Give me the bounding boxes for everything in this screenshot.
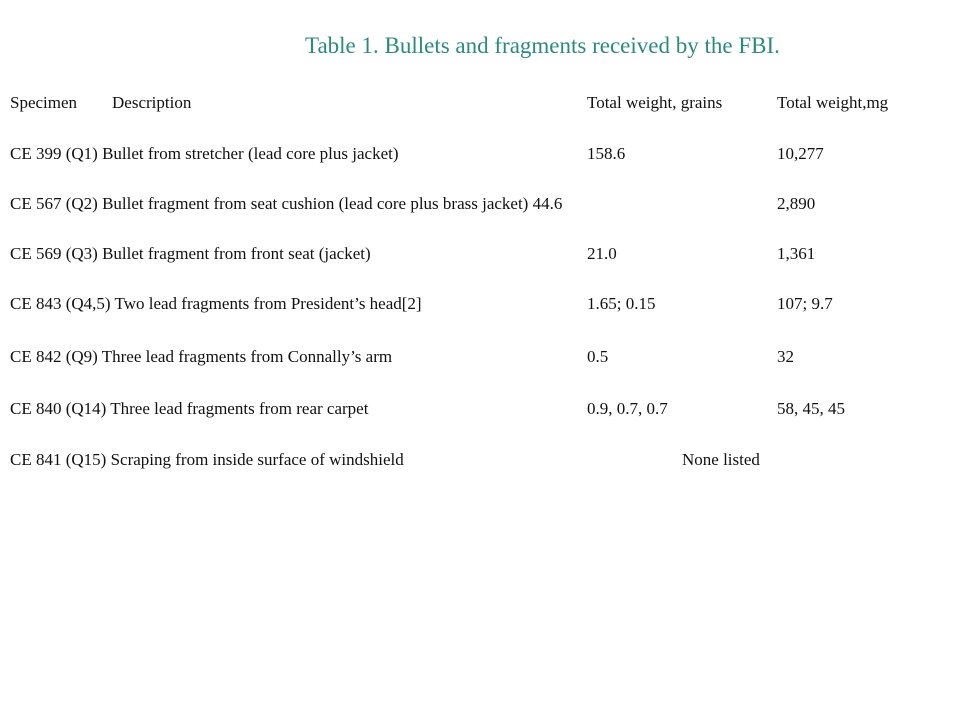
row-specimen-description: CE 399 (Q1) Bullet from stretcher (lead core plus jacket) [10,144,399,163]
table-header-row [0,93,960,117]
row-weight-grains: 0.5 [587,347,609,366]
table-row-ce842 [0,347,960,371]
row-weight-mg: 2,890 [777,194,816,213]
table-row-ce569 [0,244,960,268]
row-weight-mg: 32 [777,347,794,366]
header-weight-grains: Total weight, grains [587,93,723,112]
table-title: Table 1. Bullets and fragments received by the FBI. [305,33,780,58]
row-weight-mg: 58, 45, 45 [777,399,845,418]
row-specimen-description: CE 842 (Q9) Three lead fragments from Connally’s arm [10,347,393,366]
row-specimen-description: CE 840 (Q14) Three lead fragments from rear carpet [10,399,369,418]
row-weight-mg: 10,277 [777,144,824,163]
header-description: Description [112,93,192,112]
row-weight-grains: 1.65; 0.15 [587,294,656,313]
table-row-ce841 [0,450,960,474]
row-weight-mg: 107; 9.7 [777,294,833,313]
header-specimen: Specimen [10,93,78,112]
row-specimen-description: CE 841 (Q15) Scraping from inside surface of windshield [10,450,404,469]
row-specimen-description: CE 569 (Q3) Bullet fragment from front seat (jacket) [10,244,371,263]
table-row-ce843 [0,294,960,318]
row-weight-grains: 0.9, 0.7, 0.7 [587,399,668,418]
row-weight-grains: 158.6 [587,144,626,163]
table-row-ce840 [0,399,960,423]
header-weight-mg: Total weight,mg [777,93,889,112]
table-row-ce399 [0,144,960,168]
table-row-ce567 [0,194,960,218]
row-weight-mg: 1,361 [777,244,816,263]
row-specimen-description: CE 567 (Q2) Bullet fragment from seat cushion (lead core plus brass jacket) 44.6 [10,194,563,213]
row-weight-mg: None listed [682,450,760,469]
row-weight-grains: 21.0 [587,244,617,263]
row-specimen-description: CE 843 (Q4,5) Two lead fragments from President’s head[2] [10,294,422,313]
